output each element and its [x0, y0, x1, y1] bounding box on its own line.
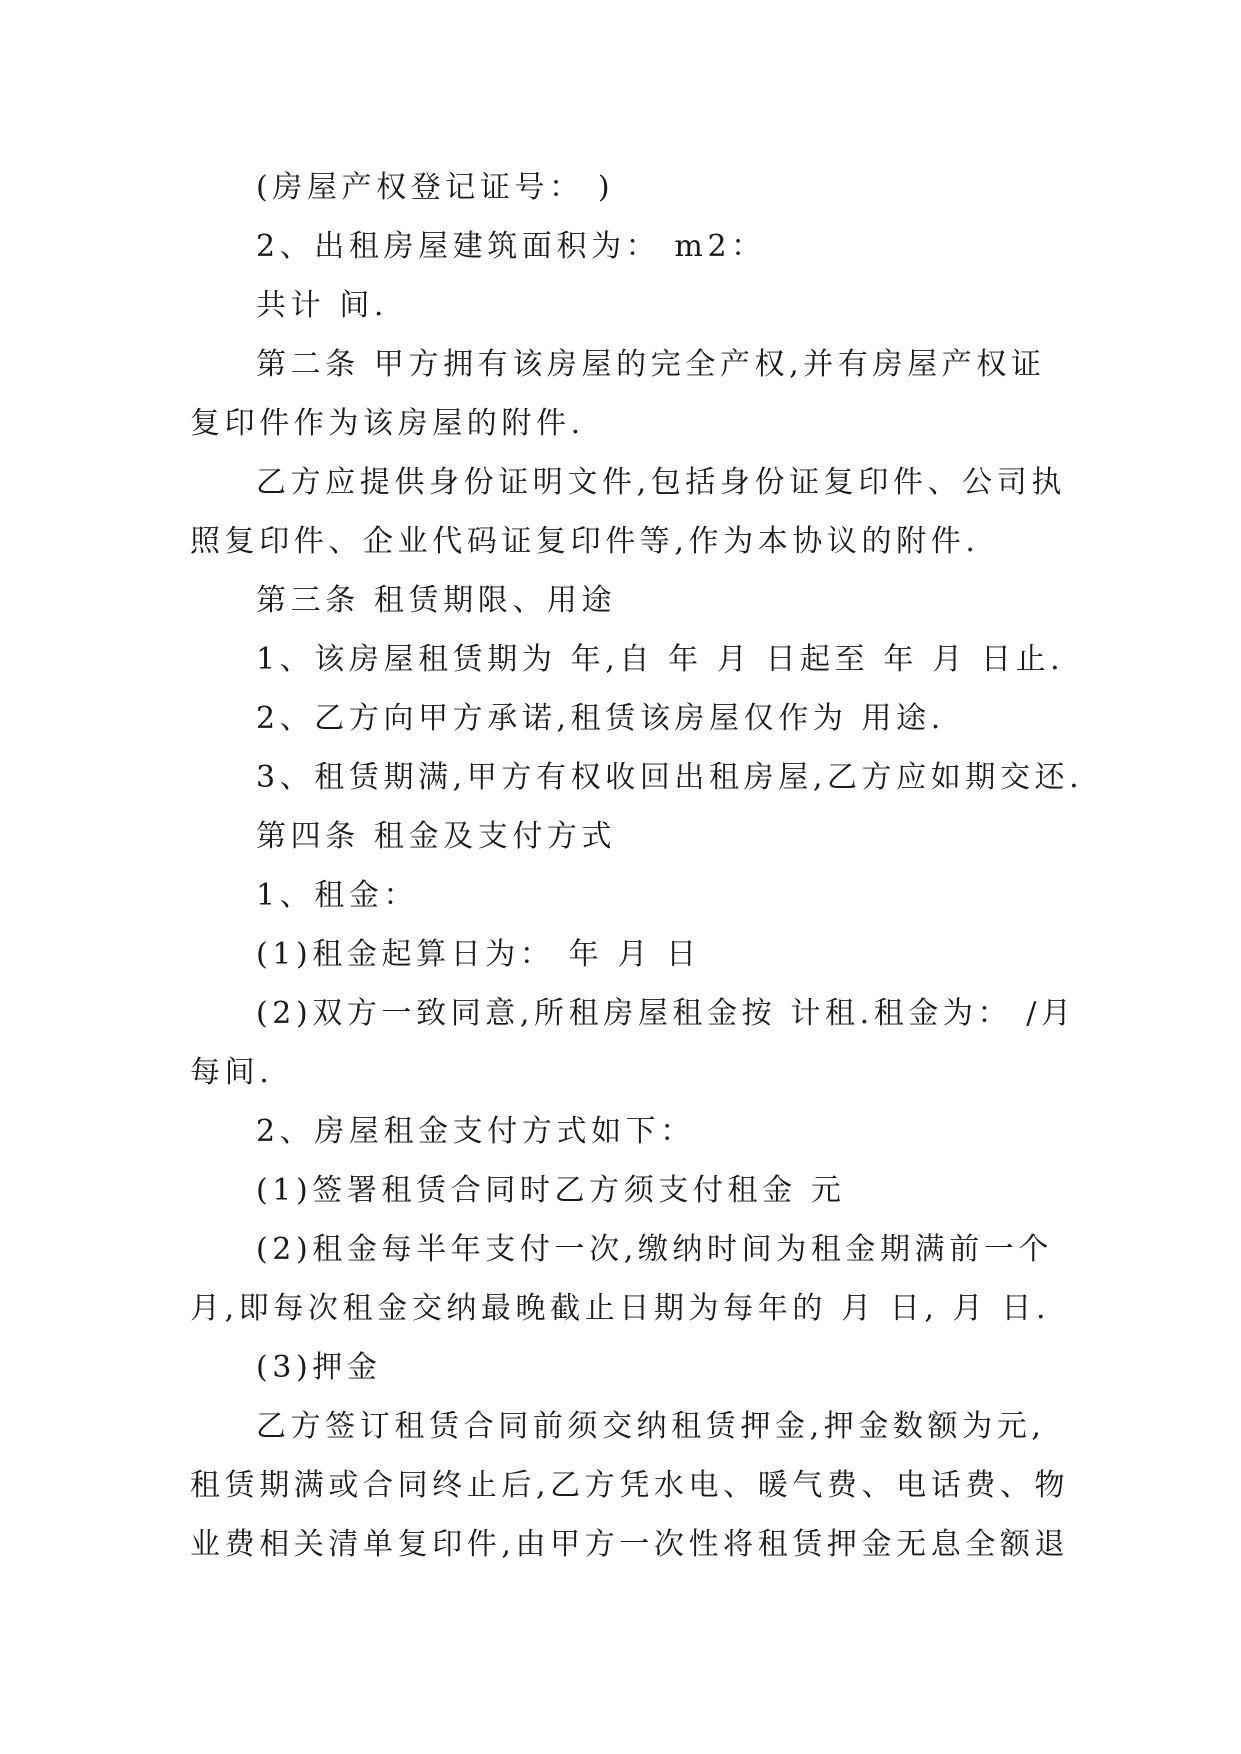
- paragraph-line: 月,即每次租金交纳最晚截止日期为每年的 月 日, 月 日.: [190, 1291, 1051, 1326]
- paragraph-line: 2、房屋租金支付方式如下：: [256, 1114, 695, 1149]
- paragraph-line: (2)双方一致同意,所租房屋租金按 计租.租金为： /月: [256, 996, 1076, 1031]
- paragraph-line: 2、出租房屋建筑面积为： m2：: [256, 229, 766, 264]
- paragraph-line: (2)租金每半年支付一次,缴纳时间为租金期满前一个: [256, 1232, 1054, 1267]
- paragraph-line: 1、租金：: [256, 878, 419, 913]
- paragraph-line: 乙方应提供身份证明文件,包括身份证复印件、公司执: [256, 465, 1066, 500]
- article-heading-line: 第三条 租赁期限、用途: [256, 583, 617, 618]
- paragraph-line: 租赁期满或合同终止后,乙方凭水电、暖气费、电话费、物: [190, 1468, 1070, 1503]
- paragraph-line: 业费相关清单复印件,由甲方一次性将租赁押金无息全额退: [190, 1527, 1070, 1562]
- paragraph-line: (1)租金起算日为： 年 月 日: [256, 937, 701, 972]
- article-heading-line: 第四条 租金及支付方式: [256, 819, 617, 854]
- document-body: [190, 158, 1084, 1574]
- paragraph-line: (3)押金: [256, 1350, 382, 1385]
- paragraph-line: (1)签署租赁合同时乙方须支付租金 元: [256, 1173, 846, 1208]
- paragraph-line: 3、租赁期满,甲方有权收回出租房屋,乙方应如期交还.: [256, 760, 1084, 795]
- paragraph-line: 乙方签订租赁合同前须交纳租赁押金,押金数额为元,: [256, 1409, 1046, 1444]
- paragraph-line: 每间.: [190, 1055, 274, 1090]
- paragraph-line: 2、乙方向甲方承诺,租赁该房屋仅作为 用途.: [256, 701, 945, 736]
- paragraph-line: 1、该房屋租赁期为 年,自 年 月 日起至 年 月 日止.: [256, 642, 1065, 677]
- paragraph-line: 复印件作为该房屋的附件.: [190, 406, 585, 441]
- paragraph-line: 照复印件、企业代码证复印件等,作为本协议的附件.: [190, 524, 980, 559]
- paragraph-line: (房屋产权登记证号： ): [256, 170, 615, 205]
- paragraph-line: 共计 间.: [256, 288, 389, 323]
- article-heading-line: 第二条 甲方拥有该房屋的完全产权,并有房屋产权证: [256, 347, 1046, 382]
